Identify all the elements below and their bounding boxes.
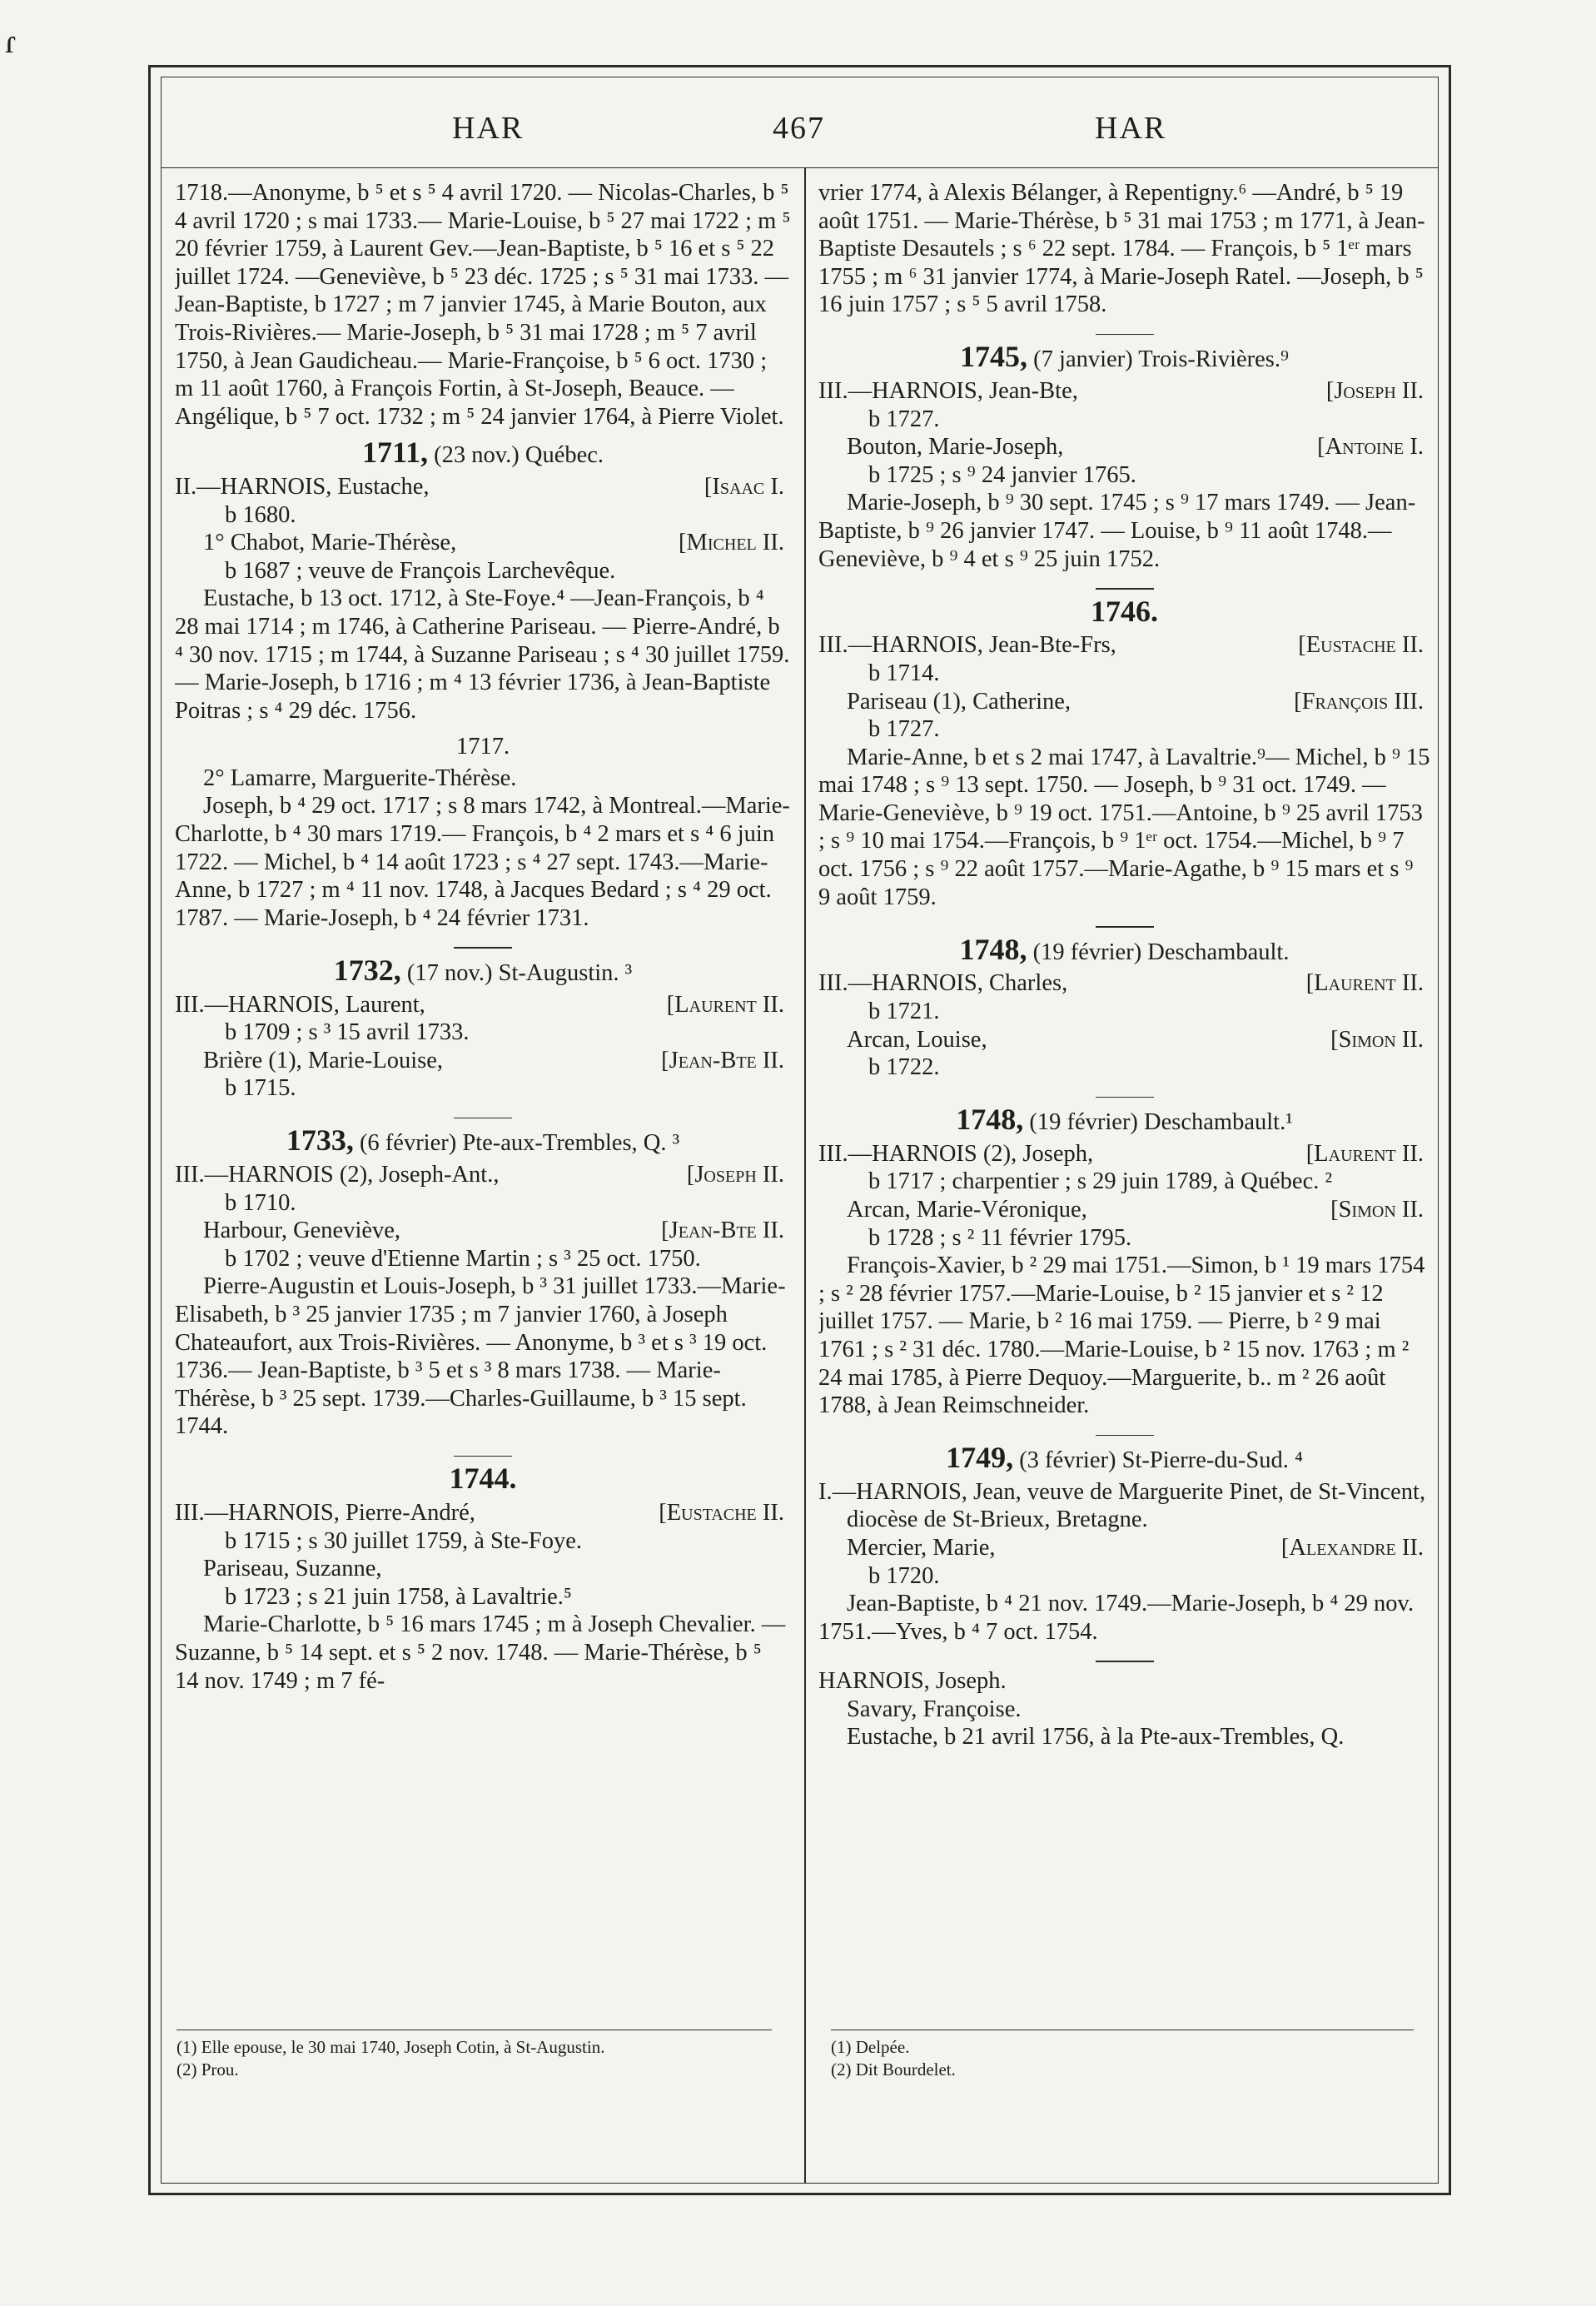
parent-reference: [Simon II. — [1330, 1026, 1424, 1053]
section-rule — [1096, 588, 1154, 590]
parent-reference: [Simon II. — [1330, 1197, 1424, 1223]
text-line: b 1687 ; veuve de François Larchevêque. — [225, 557, 616, 584]
children-list: Jean-Baptiste, b ⁴ 21 nov. 1749.—Marie-Joseph, b ⁴ 29 nov. 1751.—Yves, b ⁴ 7 oct. 1754. — [818, 1591, 1415, 1645]
genealogy-entry — [818, 377, 1430, 406]
section-rule — [1096, 1435, 1154, 1437]
person-name: Arcan, Marie-Véronique, — [847, 1197, 1087, 1223]
page-number: 467 — [773, 111, 825, 146]
marriage-heading — [818, 932, 1430, 967]
footnote: (2) Prou. — [177, 2059, 239, 2079]
text-line: b 1722. — [868, 1054, 940, 1081]
person-name: III.—HARNOIS, Jean-Bte, — [818, 378, 1078, 405]
person-name: Mercier, Marie, — [847, 1535, 996, 1561]
children-list: Pierre-Augustin et Louis-Joseph, b ³ 31 juillet 1733.—Marie-Elisabeth, b ³ 25 janvier 1735 ; m 7 janvier 1760, à Joseph Chateaufort, aux Trois-Rivières. — Anonyme, b ³ et s ³ 19 oct. 1736.— Jean-Baptiste, b ³ 5 et s ³ 8 mars 1738. — Marie-Thérèse, b ³ 25 sept. 1739.—Charles-Guillaume, b ³ 15 sept. 1744. — [175, 1273, 786, 1440]
text-line: Pariseau, Suzanne, — [203, 1556, 382, 1582]
text-line: b 1709 ; s ³ 15 avril 1733. — [225, 1019, 470, 1046]
text-line: b 1715. — [225, 1075, 296, 1102]
marriage-heading — [175, 953, 791, 988]
text-line: b 1715 ; s 30 juillet 1759, à Ste-Foye. — [225, 1527, 583, 1554]
person-name: 1° Chabot, Marie-Thérèse, — [203, 530, 457, 556]
children-list: Marie-Joseph, b ⁹ 30 sept. 1745 ; s ⁹ 17 mars 1749. — Jean-Baptiste, b ⁹ 26 janvier 1747. — Louise, b ⁹ 11 août 1748.—Geneviève, b ⁹ 4 et s ⁹ 25 juin 1752. — [818, 490, 1416, 572]
header-right-keyword: HAR — [1095, 111, 1167, 146]
parent-reference: [Joseph II. — [1325, 378, 1424, 405]
person-name: III.—HARNOIS, Pierre-André, — [175, 1500, 475, 1527]
person-name: III.—HARNOIS (2), Joseph-Ant., — [175, 1162, 500, 1188]
genealogy-entry — [175, 991, 791, 1019]
spouse-entry — [818, 1534, 1430, 1562]
marriage-year: 1748, — [959, 932, 1027, 966]
parent-reference: [Laurent II. — [1305, 1140, 1424, 1167]
text-line: b 1723 ; s 21 juin 1758, à Lavaltrie.⁵ — [225, 1583, 572, 1610]
text-line: b 1717 ; charpentier ; s 29 juin 1789, à Québec. ² — [868, 1168, 1333, 1195]
parent-reference: [Antoine I. — [1317, 434, 1424, 461]
text-line: Savary, Françoise. — [847, 1696, 1022, 1722]
marriage-year: 1749, — [946, 1441, 1014, 1475]
parent-reference: [Michel II. — [679, 530, 784, 556]
text-line: b 1727. — [868, 406, 940, 432]
year-label: 1717. — [455, 734, 510, 760]
children-list: Joseph, b ⁴ 29 oct. 1717 ; s 8 mars 1742, à Montreal.—Marie-Charlotte, b ⁴ 30 mars 1719.— François, b ⁴ 2 mars et s ⁴ 6 juin 1722. — Michel, b ⁴ 14 août 1723 ; s ⁴ 27 sept. 1743.—Marie-Anne, b 1727 ; m ⁴ 11 nov. 1748, à Jacques Bedard ; s ⁴ 29 oct. 1787. — Marie-Joseph, b ⁴ 24 février 1731. — [175, 793, 790, 931]
header-left-keyword: HAR — [452, 111, 525, 146]
text-line: b 1710. — [225, 1189, 296, 1216]
person-name: III.—HARNOIS (2), Joseph, — [818, 1140, 1094, 1167]
section-rule — [1096, 334, 1154, 336]
section-rule — [1096, 926, 1154, 928]
marriage-year: 1748, — [956, 1103, 1024, 1137]
text-line: b 1714. — [868, 660, 940, 686]
marriage-year: 1733, — [286, 1123, 354, 1158]
children-list: Eustache, b 21 avril 1756, à la Pte-aux-Trembles, Q. — [847, 1724, 1345, 1751]
text-line: b 1727. — [868, 716, 940, 743]
person-name: Arcan, Louise, — [847, 1026, 987, 1053]
text-line: b 1680. — [225, 501, 296, 528]
children-list: François-Xavier, b ² 29 mai 1751.—Simon, b ¹ 19 mars 1754 ; s ² 28 février 1757.—Marie-Louise, b ² 15 janvier et s ² 12 juillet 1757. — Marie, b ² 16 mai 1759. — Pierre, b ² 9 mai 1761 ; s ² 31 déc. 1780.—Marie-Louise, b ² 15 nov. 1763 ; m ² 24 mai 1785, à Pierre Dequoy.—Marguerite, b.. m ² 26 août 1788, à Jean Reimschneider. — [818, 1253, 1425, 1419]
year-label: 1744. — [449, 1462, 517, 1496]
section-rule — [454, 1456, 512, 1457]
marriage-place: (7 janvier) Trois-Rivières.⁹ — [1033, 346, 1289, 373]
section-rule — [1096, 1661, 1154, 1662]
spouse-entry — [818, 1026, 1430, 1054]
text-line: b 1728 ; s ² 11 février 1795. — [868, 1224, 1132, 1251]
text-line: 2° Lamarre, Marguerite-Thérèse. — [203, 765, 517, 791]
genealogy-entry — [175, 1499, 791, 1527]
spouse-entry — [818, 433, 1430, 461]
year-heading — [175, 733, 791, 761]
genealogy-entry — [818, 631, 1430, 660]
marriage-year: 1711, — [361, 436, 428, 470]
marriage-place: (6 février) Pte-aux-Trembles, Q. ³ — [359, 1130, 680, 1157]
footnotes-left — [177, 2036, 776, 2081]
section-rule — [1096, 1097, 1154, 1098]
spouse-entry — [818, 688, 1430, 716]
marriage-place: (3 février) St-Pierre-du-Sud. ⁴ — [1019, 1447, 1303, 1474]
text-line: b 1721. — [868, 998, 940, 1024]
marriage-place: (19 février) Deschambault. — [1032, 939, 1290, 965]
genealogy-entry — [175, 1161, 791, 1189]
year-heading — [175, 1462, 791, 1496]
marriage-place: (19 février) Deschambault.¹ — [1029, 1109, 1293, 1136]
parent-reference: [Jean-Bte II. — [661, 1047, 784, 1073]
person-name: Harbour, Geneviève, — [203, 1218, 401, 1244]
children-list: Marie-Charlotte, b ⁵ 16 mars 1745 ; m à Joseph Chevalier. — Suzanne, b ⁵ 14 sept. et s ⁵ 2 nov. 1748. — Marie-Thérèse, b ⁵ 14 nov. 1749 ; m 7 fé- — [175, 1611, 786, 1694]
marriage-heading — [818, 1103, 1430, 1137]
text-line: b 1720. — [868, 1562, 940, 1589]
footnotes-right — [831, 2036, 1414, 2081]
marriage-place: (17 nov.) St-Augustin. ³ — [406, 959, 633, 986]
left-column — [175, 179, 791, 2011]
genealogy-entry — [818, 1140, 1430, 1168]
running-header — [161, 77, 1439, 168]
right-column — [818, 179, 1430, 2011]
column-divider — [804, 168, 806, 2184]
year-heading — [818, 594, 1430, 629]
parent-reference: [François III. — [1294, 688, 1424, 715]
children-list: Marie-Anne, b et s 2 mai 1747, à Lavaltrie.⁹— Michel, b ⁹ 15 mai 1748 ; s ⁹ 13 sept. 1750. — Joseph, b ⁹ 31 oct. 1749. — Marie-Geneviève, b ⁹ 19 oct. 1751.—Antoine, b ⁹ 25 avril 1753 ; s ⁹ 10 mai 1754.—François, b ⁹ 1ᵉʳ oct. 1754.—Michel, b ⁹ 7 oct. 1756 ; s ⁹ 22 août 1757.—Marie-Agathe, b ⁹ 15 mars et s ⁹ 9 août 1759. — [818, 744, 1430, 910]
genealogy-entry — [818, 969, 1430, 998]
year-label: 1746. — [1091, 594, 1158, 628]
text-line: vrier 1774, à Alexis Bélanger, à Repentigny.⁶ —André, b ⁵ 19 août 1751. — Marie-Thérèse, b ⁵ 31 mai 1753 ; m 1771, à Jean-Baptiste Desautels ; s ⁶ 22 sept. 1784. — François, b ⁵ 1ᵉʳ mars 1755 ; m ⁶ 31 janvier 1774, à Marie-Joseph Ratel. —Joseph, b ⁵ 16 juin 1757 ; s ⁵ 5 avril 1758. — [818, 180, 1425, 318]
footnote: (1) Elle epouse, le 30 mai 1740, Joseph Cotin, à St-Augustin. — [177, 2037, 605, 2057]
marriage-heading — [175, 1123, 791, 1158]
children-list: Eustache, b 13 oct. 1712, à Ste-Foye.⁴ —Jean-François, b ⁴ 28 mai 1714 ; m 1746, à Catherine Pariseau. — Pierre-André, b ⁴ 30 nov. 1715 ; m 1744, à Suzanne Pariseau ; s ⁴ 30 juillet 1759.— Marie-Joseph, b 1716 ; m ⁴ 13 février 1736, à Jean-Baptiste Poitras ; s ⁴ 29 déc. 1756. — [175, 585, 790, 724]
marriage-place: (23 nov.) Québec. — [434, 442, 604, 469]
parent-reference: [Isaac I. — [704, 473, 784, 500]
parent-reference: [Laurent II. — [1305, 970, 1424, 997]
footnote: (1) Delpée. — [831, 2037, 910, 2057]
spouse-entry — [175, 1217, 791, 1245]
marriage-year: 1745, — [960, 340, 1028, 374]
person-name: II.—HARNOIS, Eustache, — [175, 473, 430, 500]
section-rule — [454, 1118, 512, 1119]
text-line: 1718.—Anonyme, b ⁵ et s ⁵ 4 avril 1720. — Nicolas-Charles, b ⁵ 4 avril 1720 ; s mai 1733.— Marie-Louise, b ⁵ 27 mai 1722 ; m ⁵ 20 février 1759, à Laurent Gev.—Jean-Baptiste, b ⁵ 16 et s ⁵ 22 juillet 1724. —Geneviève, b ⁵ 23 déc. 1725 ; s ⁵ 31 mai 1733. — Jean-Baptiste, b 1727 ; m 7 janvier 1745, à Marie Bouton, aux Trois-Rivières.— Marie-Joseph, b ⁵ 31 mai 1728 ; m ⁵ 7 avril 1750, à Jean Gaudicheau.— Marie-Françoise, b ⁵ 6 oct. 1730 ; m 11 août 1760, à François Fortin, à St-Joseph, Beauce. — Angélique, b ⁵ 7 oct. 1732 ; m ⁵ 24 janvier 1764, à Pierre Violet. — [175, 180, 791, 430]
person-name: Bouton, Marie-Joseph, — [847, 434, 1064, 461]
parent-reference: [Eustache II. — [659, 1500, 784, 1527]
marriage-heading — [818, 340, 1430, 374]
marriage-heading — [175, 436, 791, 470]
parent-reference: [Joseph II. — [686, 1162, 784, 1188]
person-name: Brière (1), Marie-Louise, — [203, 1047, 444, 1073]
text-line: b 1725 ; s ⁹ 24 janvier 1765. — [868, 461, 1136, 488]
text-line: I.—HARNOIS, Jean, veuve de Marguerite Pinet, de St-Vincent, diocèse de St-Brieux, Bretagne. — [818, 1478, 1426, 1533]
corner-mark: ɾ — [5, 22, 17, 60]
person-name: III.—HARNOIS, Laurent, — [175, 991, 425, 1018]
text-line: HARNOIS, Joseph. — [818, 1667, 1007, 1694]
parent-reference: [Eustache II. — [1298, 632, 1424, 659]
person-name: III.—HARNOIS, Charles, — [818, 970, 1068, 997]
marriage-year: 1732, — [333, 953, 401, 987]
spouse-entry — [175, 529, 791, 557]
footnote: (2) Dit Bourdelet. — [831, 2059, 956, 2079]
parent-reference: [Laurent II. — [666, 991, 784, 1018]
spouse-entry — [175, 1047, 791, 1075]
text-line: b 1702 ; veuve d'Etienne Martin ; s ³ 25 oct. 1750. — [225, 1245, 701, 1272]
parent-reference: [Alexandre II. — [1280, 1535, 1424, 1561]
marriage-heading — [818, 1441, 1430, 1475]
person-name: Pariseau (1), Catherine, — [847, 688, 1071, 715]
section-rule — [454, 947, 512, 949]
spouse-entry — [818, 1196, 1430, 1224]
genealogy-entry — [175, 473, 791, 501]
person-name: III.—HARNOIS, Jean-Bte-Frs, — [818, 632, 1116, 659]
parent-reference: [Jean-Bte II. — [661, 1218, 784, 1244]
